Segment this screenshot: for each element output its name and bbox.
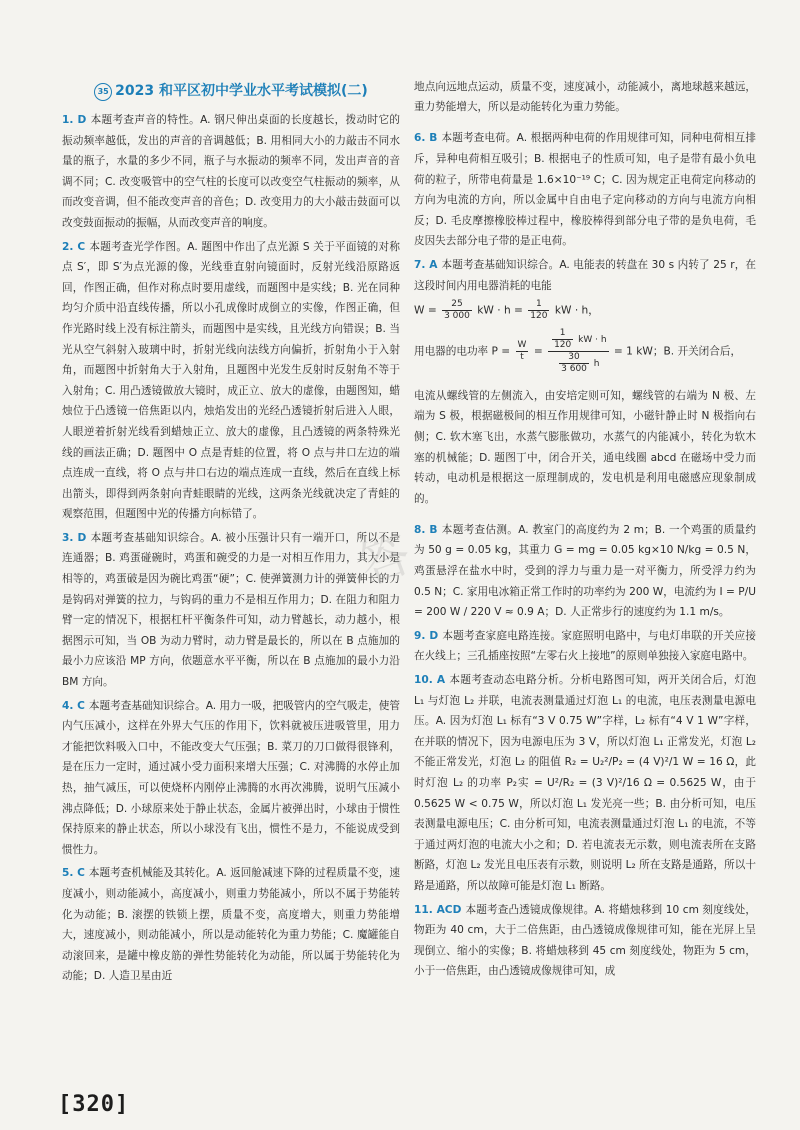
answer-text: 本题考查声音的特性。A. 钢尺伸出桌面的长度越长，拨动时它的振动频率越低，发出的声音的音调越低；B. 用相同大小的力敲击不同水量的瓶子，水量的多少不同，瓶子与水振动的频率不同，发出声音的音调不同；C. 改变吸管中的空气柱的长度可以改变空气柱振动的频率，从而改变音调，但不能改变声音的音色；D. 改变用力的大小敲击鼓面可以改变鼓面振动的振幅，从而改变声音的响度。 <box>62 114 400 229</box>
answer-paragraph <box>414 77 756 118</box>
right-answer-list <box>414 77 756 297</box>
formula-tail: = 1 kW；B. 开关闭合后， <box>613 345 742 358</box>
answer-item <box>414 77 756 118</box>
question-number: 8. B <box>414 523 438 536</box>
answer-paragraph <box>414 386 756 510</box>
question-number: 11. ACD <box>414 903 462 916</box>
fraction <box>552 328 573 351</box>
answer-text: 地点向远地点运动，质量不变，速度减小，动能减小，离地球越来越远，重力势能增大，所以是动能转化为重力势能。 <box>414 80 756 114</box>
answer-item <box>62 237 400 525</box>
answer-item <box>414 626 756 667</box>
title-number-badge: 35 <box>94 83 112 101</box>
answer-item <box>414 128 756 252</box>
answer-paragraph <box>62 863 400 987</box>
answer-paragraph <box>62 110 400 234</box>
denominator: 120 <box>530 311 548 322</box>
page-number: [320] <box>58 1092 130 1117</box>
compound-denominator <box>548 352 608 375</box>
power-formula <box>414 328 756 375</box>
equals-sign: = <box>533 345 543 358</box>
answer-item <box>62 110 400 234</box>
answer-item <box>414 520 756 623</box>
answer-paragraph <box>414 128 756 252</box>
answer-paragraph <box>414 900 756 982</box>
formula-lead: 用电器的电功率 P = <box>414 345 511 358</box>
answer-paragraph <box>62 696 400 861</box>
answer-paragraph <box>414 520 756 623</box>
answer-text: 本题考查电荷。A. 根据两种电荷的作用规律可知，同种电荷相互排斥，异种电荷相互吸引；B. 根据电子的性质可知，电子是带有最小负电荷的粒子，所带电荷量是 1.6×10⁻¹⁹ C；C. 因为规定正电荷定向移动的方向为电流的方向，所以金属中自由电子定向移动的方向与电流方向相反；D. 毛皮摩擦橡胶棒过程中，橡胶棒得到部分电子带的是负电荷，毛皮因失去部分电子带的是正电荷。 <box>414 132 756 248</box>
numerator: 25 <box>442 299 472 311</box>
answer-text: 电流从螺线管的左侧流入，由安培定则可知，螺线管的右端为 N 极、左端为 S 极，根据磁极间的相互作用规律可知，小磁针静止时 N 极指向右侧；C. 软木塞飞出，水蒸气膨胀做功，水蒸气的内能减小，转化为软木塞的机械能；D. 题图丁中，闭合开关，通电线圈 abcd 在磁场中受力而转动，电动机是根据这一原理制成的，发电机是利用电磁感应现象制成的。 <box>414 389 756 505</box>
answer-item <box>414 386 756 510</box>
question-number: 10. A <box>414 674 446 687</box>
right-answer-list-continued <box>414 386 756 982</box>
unit: kW · h <box>578 335 607 346</box>
answer-text: 本题考查基础知识综合。A. 电能表的转盘在 30 s 内转了 25 r，在这段时间内用电器消耗的电能 <box>414 258 756 292</box>
answer-paragraph <box>414 670 756 897</box>
answer-text: 本题考查基础知识综合。A. 被小压强计只有一端开口，所以不是连通器；B. 鸡蛋碰碗时，鸡蛋和碗受的力是一对相互作用力，其大小是相等的，鸡蛋破是因为碗比鸡蛋“硬”；C. 使弹簧测力计的弹簧伸长的力是钩码对弹簧的拉力，与钩码的重力不是相互作用力；D. 在阻力和阻力臂一定的情况下，根据杠杆平衡条件可知，动力臂越长，动力越小，根据图示可知，当 OB 为动力臂时，动力臂是最长的，所以在 B 点施加的最小力应该沿 MP 方向，依题意水平平衡，所以在 B 点施加的最小力沿 BM 方向。 <box>62 531 400 689</box>
fraction <box>559 352 589 375</box>
unit: h <box>593 359 600 370</box>
answer-text: 本题考查基础知识综合。A. 用力一吸，把吸管内的空气吸走，使管内气压减小，这样在外界大气压的作用下，饮料就被压进吸管里，用力才能把饮料吸入口中，不能改变大气压强；B. 菜刀的刀口做得很锋利，是在压力一定时，通过减小受力面积来增大压强；C. 对沸腾的水停止加热，抽气减压，可以使烧杯内刚停止沸腾的水再次沸腾，说明气压减小沸点降低；D. 小球原来处于静止状态，金属片被弹出时，小球由于惯性保持原来的静止状态，所以小球没有飞出，惯性不是力，不能说成受到惯性力。 <box>62 699 401 856</box>
formula-mid: kW · h = <box>477 304 523 317</box>
answer-paragraph <box>414 255 756 296</box>
answer-item <box>414 255 756 296</box>
formula-lead: W = <box>414 304 437 317</box>
answer-text: 本题考查动态电路分析。分析电路图可知，两开关闭合后，灯泡 L₁ 与灯泡 L₂ 并联，电流表测量通过灯泡 L₁ 的电流，电压表测量电源电压。A. 因为灯泡 L₁ 标有“3 V 0.75 W”字样，L₂ 标有“4 V 1 W”字样，在并联的情况下，因为电源电压为 3 V，所以灯泡 L₁ 正常发光，灯泡 L₂ 不能正常发光，灯泡 L₂ 的阻值 R₂ = U₂²/P₂ = (4 V)²/1 W = 16 Ω，此时灯泡 L₂ 的功率 P₂实 = U²/R₂ = (3 V)²/16 Ω = 0.5625 W，由于 0.5625 W < 0.75 W，所以灯泡 L₁ 发光亮一些；B. 由分析可知，电压表测量电源电压；C. 由分析可知，电流表测量通过灯泡 L₁ 的电流，不等于通过两灯泡的电流大小之和；D. 若电流表无示数，则电流表所在支路断路，灯泡 L₂ 发光且电压表有示数，则说明 L₂ 所在支路是通路，所以十路是通路，所以故障可能是灯泡 L₁ 断路。 <box>414 674 757 892</box>
numerator: W <box>517 340 527 351</box>
denominator: 3 600 <box>561 364 587 375</box>
question-number: 7. A <box>414 258 438 271</box>
answer-paragraph <box>414 626 756 667</box>
fraction <box>442 299 472 322</box>
question-number: 1. D <box>62 114 87 126</box>
numerator: 1 <box>528 299 549 311</box>
answer-text: 本题考查估测。A. 教室门的高度约为 2 m；B. 一个鸡蛋的质量约为 50 g = 0.05 kg，其重力 G = mg = 0.05 kg×10 N/kg = 0.5 N，鸡蛋悬浮在盐水中时，受到的浮力与重力是一对平衡力，所受浮力约为 0.5 N；C. 家用电冰箱正常工作时的功率约为 200 W，电流约为 I = P/U = 200 W / 220 V ≈ 0.9 A；D. 人正常步行的速度约为 1.1 m/s。 <box>414 523 756 619</box>
page-title <box>62 80 400 102</box>
question-number: 2. C <box>62 240 86 253</box>
numerator: 30 <box>559 352 589 364</box>
title-text: 2023 和平区初中学业水平考试模拟(二) <box>115 83 368 99</box>
answer-text: 本题考查光学作图。A. 题图中作出了点光源 S 关于平面镜的对称点 S′，即 S′为点光源的像，光线垂直射向镜面时，反射光线沿原路返回，作图正确，但作对称点时要用虚线，而题图中是实线；B. 光在同种均匀介质中沿直线传播，所以小孔成像时成倒立的实像，作图正确，但作光路时线上没有标注箭头，而题图中是实线，且光线方向错误；B. 当光从空气斜射入玻璃中时，折射光线向法线方向偏折，折射角小于入射角，而题图中折射角大于入射角，且题图中光发生反射时反射角不等于入射角；C. 用凸透镜做放大镜时，成正立、放大的虚像，由题图知，蜡烛位于凸透镜一倍焦距以内，烛焰发出的光经凸透镜折射后进入人眼，人眼逆着折射光线看到蜡烛正立、放大的虚像，且凸透镜的两条特殊光线的画法正确；D. 题图中 O 点是青蛙的位置，将 O 点与井口左边的端点连成一直线，将 O 点与井口右边的端点连成一直线，然后在直线上标出箭头，即得到两条射向青蛙眼睛的光线，这两条光线就决定了青蛙的观察范围，但题图中光的传播方向标错了。 <box>62 240 400 521</box>
answer-text: 本题考查机械能及其转化。A. 返回舱减速下降的过程质量不变，速度减小，则动能减小，高度减小，则重力势能减小，所以不属于势能转化为动能；B. 滚摆的铁锁上摆，质量不变，高度增大，则重力势能增大，速度减小，则动能减小，所以是动能转化为重力势能；C. 魔罐能自动滚回来，是罐中橡皮筋的弹性势能转化为动能，所以属于势能转化为动能；D. 人造卫星由近 <box>62 867 401 983</box>
formula-tail: kW · h， <box>554 304 599 317</box>
fraction <box>528 299 549 322</box>
answer-paragraph <box>62 237 400 525</box>
answer-item <box>62 696 400 861</box>
question-number: 4. C <box>62 699 85 712</box>
energy-formula <box>414 299 756 322</box>
right-column <box>414 66 756 985</box>
watermark: 答 <box>351 524 419 596</box>
answer-item <box>414 670 756 897</box>
question-number: 9. D <box>414 629 439 642</box>
denominator: t <box>520 352 524 363</box>
compound-numerator <box>548 328 608 352</box>
denominator: 3 000 <box>444 311 470 322</box>
answer-text: 本题考查家庭电路连接。家庭照明电路中，与电灯串联的开关应接在火线上；三孔插座按照“左零右火上接地”的原则单独接入家庭电路中。 <box>414 629 756 663</box>
numerator: 1 <box>552 328 573 340</box>
denominator: 120 <box>554 340 572 351</box>
compound-fraction <box>548 328 608 375</box>
question-number: 3. D <box>62 531 87 544</box>
fraction <box>516 340 529 363</box>
answer-item <box>62 863 400 987</box>
question-number: 6. B <box>414 132 438 145</box>
answer-item <box>414 900 756 982</box>
answer-text: 本题考查凸透镜成像规律。A. 将蜡烛移到 10 cm 刻度线处，物距为 40 cm，大于二倍焦距，由凸透镜成像规律可知，能在光屏上呈现倒立、缩小的实像；B. 将蜡烛移到 45 cm 刻度线处，物距为 5 cm，小于一倍焦距，由凸透镜成像规律可知，成 <box>414 903 756 978</box>
question-number: 5. C <box>62 867 85 880</box>
